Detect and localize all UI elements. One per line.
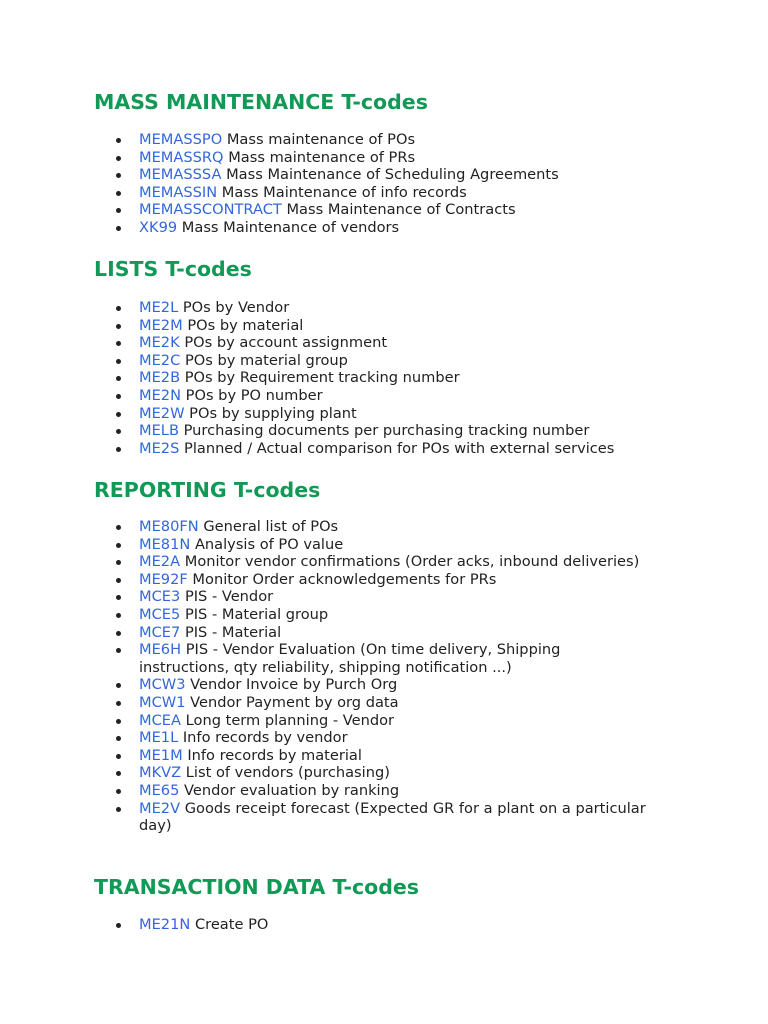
bullet-icon [116,923,121,928]
list-item [94,624,654,642]
tcode-description: PIS - Vendor [184,588,274,606]
list-item [94,518,654,536]
list-item [94,149,654,167]
tcode-description: PIS - Vendor Evaluation (On time delivery, Shipping instructions, qty reliability, shipping notification ...) [139,641,561,676]
tcode: MCE7 [139,623,181,641]
bullet-icon [116,341,121,346]
list-item [94,553,654,571]
bullet-icon [116,525,121,530]
list-item [94,201,654,219]
bullet-icon [116,719,121,724]
bullet-icon [116,447,121,452]
list-item [94,184,654,202]
tcode-description: General list of POs [203,518,339,535]
tcode: MEMASSIN [139,183,218,201]
list-item [94,782,654,800]
bullet-icon [116,208,121,213]
bullet-icon [116,771,121,776]
tcode-description: POs by Requirement tracking number [184,369,460,387]
section-transaction-data [94,874,694,933]
tcode-description: Goods receipt forecast (Expected GR for a plant on a particular day) [139,799,646,835]
tcode-list [94,916,654,934]
section-reporting [94,477,694,835]
tcode: ME80FN [139,518,199,535]
section-mass-maintenance [94,89,694,236]
bullet-icon [116,394,121,399]
tcode: MCEA [139,711,181,729]
list-item [94,422,654,440]
tcode-description: Planned / Actual comparison for POs with external services [184,439,615,457]
tcode-description: POs by Vendor [182,299,290,316]
bullet-icon [116,359,121,364]
list-item [94,712,654,730]
tcode: ME1L [139,729,179,747]
list-item [94,369,654,387]
bullet-icon [116,173,121,178]
section-heading: TRANSACTION DATA T-codes [94,875,419,899]
tcode-description: Analysis of PO value [194,535,344,553]
bullet-icon [116,560,121,565]
bullet-icon [116,138,121,143]
tcode: ME6H [139,641,182,659]
tcode-description: Info records by material [187,746,362,764]
bullet-icon [116,631,121,636]
bullet-icon [116,613,121,618]
section-heading: REPORTING T-codes [94,478,321,502]
list-item [94,764,654,782]
tcode-description: Monitor vendor confirmations (Order acks, inbound deliveries) [184,553,640,571]
tcode: ME2S [139,439,180,457]
tcode-description: POs by account assignment [184,334,388,352]
tcode: MELB [139,422,179,440]
tcode: ME2C [139,351,181,369]
tcode-description: Monitor Order acknowledgements for PRs [192,570,497,588]
tcode-description: POs by material [187,316,304,334]
bullet-icon [116,648,121,653]
tcode: XK99 [139,218,178,236]
list-item [94,694,654,712]
tcode-description: Mass Maintenance of Scheduling Agreements [226,166,559,184]
tcode: ME2N [139,386,182,404]
tcode: ME2L [139,299,179,316]
tcode-description: Vendor Invoice by Purch Org [190,676,398,694]
bullet-icon [116,324,121,329]
tcode: ME2K [139,334,180,352]
tcode-description: PIS - Material [184,623,282,641]
bullet-icon [116,429,121,434]
tcode-description: Mass maintenance of POs [226,131,416,148]
list-item [94,606,654,624]
bullet-icon [116,412,121,417]
tcode-description: Mass maintenance of PRs [228,148,416,166]
tcode: MEMASSRQ [139,148,224,166]
tcode: MCE5 [139,605,181,623]
tcode-description: Long term planning - Vendor [185,711,395,729]
tcode-description: Create PO [194,916,269,933]
bullet-icon [116,306,121,311]
tcode: ME65 [139,781,180,799]
list-item [94,676,654,694]
tcode-list [94,299,654,457]
bullet-icon [116,754,121,759]
list-item [94,571,654,589]
list-item [94,387,654,405]
list-item [94,405,654,423]
tcode: ME21N [139,916,191,933]
tcode-description: POs by supplying plant [189,404,357,422]
list-item [94,536,654,554]
tcode: MCE3 [139,588,181,606]
tcode: ME2M [139,316,183,334]
tcode: MEMASSSA [139,166,222,184]
bullet-icon [116,578,121,583]
list-item [94,352,654,370]
section-heading: LISTS T-codes [94,257,252,281]
list-item [94,641,654,676]
tcode: MKVZ [139,764,182,782]
list-item [94,440,654,458]
tcode: ME1M [139,746,183,764]
bullet-icon [116,736,121,741]
list-item [94,916,654,934]
bullet-icon [116,191,121,196]
bullet-icon [116,543,121,548]
tcode-description: Mass Maintenance of Contracts [286,201,516,219]
tcode: ME2B [139,369,181,387]
tcode-description: Vendor Payment by org data [190,693,399,711]
bullet-icon [116,807,121,812]
tcode: MCW1 [139,693,186,711]
tcode-description: POs by material group [184,351,348,369]
tcode: MEMASSPO [139,131,223,148]
tcode-list [94,518,654,835]
list-item [94,317,654,335]
tcode: ME2W [139,404,185,422]
list-item [94,800,654,835]
list-item [94,219,654,237]
bullet-icon [116,701,121,706]
bullet-icon [116,376,121,381]
bullet-icon [116,789,121,794]
tcode: ME81N [139,535,191,553]
section-lists [94,256,694,457]
list-item [94,729,654,747]
tcode: ME2V [139,799,181,817]
list-item [94,299,654,317]
tcode-description: Info records by vendor [182,729,348,747]
bullet-icon [116,156,121,161]
tcode: ME92F [139,570,188,588]
bullet-icon [116,683,121,688]
list-item [94,166,654,184]
tcode: ME2A [139,553,181,571]
tcode-description: PIS - Material group [184,605,329,623]
tcode-description: Mass Maintenance of vendors [181,218,400,236]
tcode: MEMASSCONTRACT [139,201,282,219]
bullet-icon [116,595,121,600]
list-item [94,747,654,765]
list-item [94,588,654,606]
tcode: MCW3 [139,676,186,694]
tcode-description: List of vendors (purchasing) [185,764,390,782]
section-heading: MASS MAINTENANCE T-codes [94,90,428,114]
tcode-description: Vendor evaluation by ranking [184,781,400,799]
bullet-icon [116,226,121,231]
tcode-description: POs by PO number [185,386,323,404]
list-item [94,131,654,149]
tcode-description: Mass Maintenance of info records [221,183,467,201]
tcode-list [94,131,654,237]
list-item [94,334,654,352]
tcode-description: Purchasing documents per purchasing tracking number [183,422,590,440]
